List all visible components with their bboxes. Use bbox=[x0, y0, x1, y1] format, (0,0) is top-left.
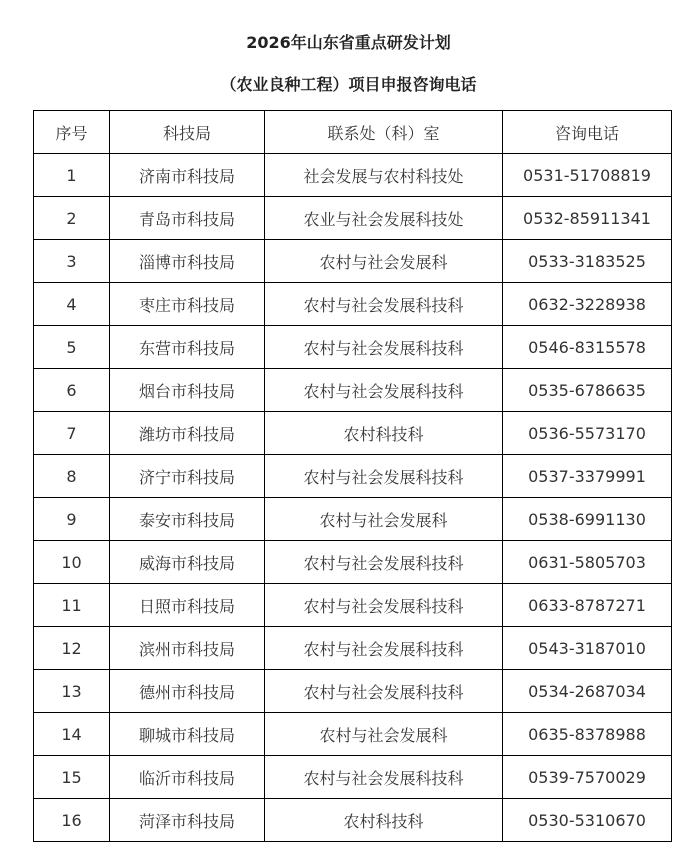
cell-contact-department: 社会发展与农村科技处 bbox=[265, 154, 503, 197]
cell-contact-department: 农村与社会发展科 bbox=[265, 498, 503, 541]
cell-serial-number: 15 bbox=[34, 756, 110, 799]
cell-bureau: 枣庄市科技局 bbox=[110, 283, 265, 326]
table-row bbox=[34, 584, 672, 627]
table-row bbox=[34, 756, 672, 799]
table-row bbox=[34, 240, 672, 283]
cell-bureau: 菏泽市科技局 bbox=[110, 799, 265, 842]
cell-contact-department: 农村与社会发展科技科 bbox=[265, 627, 503, 670]
cell-bureau: 济宁市科技局 bbox=[110, 455, 265, 498]
cell-serial-number: 3 bbox=[34, 240, 110, 283]
cell-serial-number: 16 bbox=[34, 799, 110, 842]
header-phone: 咨询电话 bbox=[503, 111, 672, 154]
table-row bbox=[34, 283, 672, 326]
cell-bureau: 滨州市科技局 bbox=[110, 627, 265, 670]
cell-bureau: 德州市科技局 bbox=[110, 670, 265, 713]
cell-serial-number: 14 bbox=[34, 713, 110, 756]
cell-phone: 0635-8378988 bbox=[503, 713, 672, 756]
cell-phone: 0531-51708819 bbox=[503, 154, 672, 197]
cell-phone: 0535-6786635 bbox=[503, 369, 672, 412]
table-row bbox=[34, 412, 672, 455]
cell-contact-department: 农村与社会发展科 bbox=[265, 713, 503, 756]
cell-serial-number: 13 bbox=[34, 670, 110, 713]
table-row bbox=[34, 541, 672, 584]
table-row bbox=[34, 670, 672, 713]
cell-serial-number: 7 bbox=[34, 412, 110, 455]
cell-phone: 0631-5805703 bbox=[503, 541, 672, 584]
cell-contact-department: 农村与社会发展科技科 bbox=[265, 369, 503, 412]
cell-contact-department: 农村与社会发展科技科 bbox=[265, 541, 503, 584]
cell-phone: 0539-7570029 bbox=[503, 756, 672, 799]
cell-phone: 0534-2687034 bbox=[503, 670, 672, 713]
document-subtitle: （农业良种工程）项目申报咨询电话 bbox=[220, 75, 477, 94]
cell-bureau: 临沂市科技局 bbox=[110, 756, 265, 799]
cell-bureau: 日照市科技局 bbox=[110, 584, 265, 627]
table-row bbox=[34, 498, 672, 541]
cell-contact-department: 农村与社会发展科技科 bbox=[265, 584, 503, 627]
table-header-row bbox=[34, 111, 672, 154]
cell-contact-department: 农村与社会发展科技科 bbox=[265, 283, 503, 326]
table-row bbox=[34, 799, 672, 842]
cell-phone: 0633-8787271 bbox=[503, 584, 672, 627]
cell-phone: 0536-5573170 bbox=[503, 412, 672, 455]
cell-phone: 0538-6991130 bbox=[503, 498, 672, 541]
cell-bureau: 泰安市科技局 bbox=[110, 498, 265, 541]
cell-contact-department: 农村与社会发展科技科 bbox=[265, 455, 503, 498]
cell-serial-number: 8 bbox=[34, 455, 110, 498]
cell-bureau: 烟台市科技局 bbox=[110, 369, 265, 412]
table-row bbox=[34, 154, 672, 197]
cell-serial-number: 4 bbox=[34, 283, 110, 326]
cell-serial-number: 2 bbox=[34, 197, 110, 240]
cell-contact-department: 农村与社会发展科技科 bbox=[265, 670, 503, 713]
cell-phone: 0532-85911341 bbox=[503, 197, 672, 240]
header-contact-department: 联系处（科）室 bbox=[265, 111, 503, 154]
cell-serial-number: 9 bbox=[34, 498, 110, 541]
header-bureau: 科技局 bbox=[110, 111, 265, 154]
cell-serial-number: 10 bbox=[34, 541, 110, 584]
cell-contact-department: 农业与社会发展科技处 bbox=[265, 197, 503, 240]
cell-phone: 0537-3379991 bbox=[503, 455, 672, 498]
cell-bureau: 东营市科技局 bbox=[110, 326, 265, 369]
cell-contact-department: 农村科技科 bbox=[265, 412, 503, 455]
cell-serial-number: 5 bbox=[34, 326, 110, 369]
cell-phone: 0530-5310670 bbox=[503, 799, 672, 842]
cell-phone: 0533-3183525 bbox=[503, 240, 672, 283]
table-row bbox=[34, 369, 672, 412]
cell-serial-number: 12 bbox=[34, 627, 110, 670]
cell-bureau: 聊城市科技局 bbox=[110, 713, 265, 756]
cell-serial-number: 11 bbox=[34, 584, 110, 627]
cell-bureau: 青岛市科技局 bbox=[110, 197, 265, 240]
cell-contact-department: 农村与社会发展科技科 bbox=[265, 326, 503, 369]
table-row bbox=[34, 455, 672, 498]
table-row bbox=[34, 713, 672, 756]
consultation-phone-table bbox=[33, 110, 672, 842]
cell-bureau: 济南市科技局 bbox=[110, 154, 265, 197]
table-row bbox=[34, 197, 672, 240]
document-title: 2026年山东省重点研发计划 bbox=[246, 33, 451, 52]
cell-contact-department: 农村科技科 bbox=[265, 799, 503, 842]
table-row bbox=[34, 627, 672, 670]
cell-phone: 0632-3228938 bbox=[503, 283, 672, 326]
cell-serial-number: 1 bbox=[34, 154, 110, 197]
cell-bureau: 威海市科技局 bbox=[110, 541, 265, 584]
cell-serial-number: 6 bbox=[34, 369, 110, 412]
header-serial-number: 序号 bbox=[34, 111, 110, 154]
cell-bureau: 淄博市科技局 bbox=[110, 240, 265, 283]
cell-contact-department: 农村与社会发展科技科 bbox=[265, 756, 503, 799]
cell-phone: 0546-8315578 bbox=[503, 326, 672, 369]
cell-contact-department: 农村与社会发展科 bbox=[265, 240, 503, 283]
table-row bbox=[34, 326, 672, 369]
cell-phone: 0543-3187010 bbox=[503, 627, 672, 670]
cell-bureau: 潍坊市科技局 bbox=[110, 412, 265, 455]
